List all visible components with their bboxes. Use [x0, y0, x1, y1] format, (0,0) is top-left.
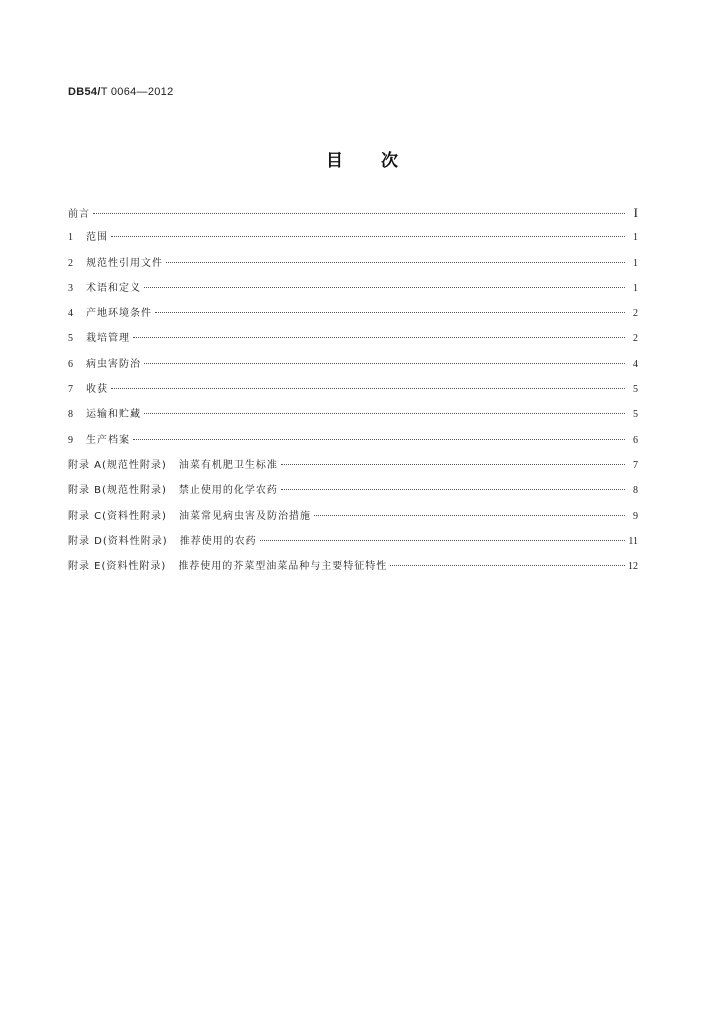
- toc-entry[interactable]: [68, 529, 638, 554]
- toc-leader-dots: [314, 515, 625, 516]
- toc-entry-page: 5: [633, 384, 638, 396]
- toc-entry-label: 病虫害防治: [86, 358, 141, 370]
- toc-entry-page: 2: [633, 308, 638, 320]
- toc-entry[interactable]: [68, 225, 638, 250]
- toc-entry[interactable]: [68, 377, 638, 402]
- toc-entry-number: 6: [68, 358, 73, 370]
- toc-entry-number: 5: [68, 333, 73, 345]
- toc-entry[interactable]: [68, 200, 638, 225]
- toc-entry-number: 1: [68, 232, 73, 244]
- toc-entry-number: 3: [68, 282, 73, 294]
- toc-entry-page: 1: [633, 232, 638, 244]
- toc-leader-dots: [155, 312, 625, 313]
- toc-entry-label: 规范性引用文件: [86, 257, 163, 269]
- toc-entry[interactable]: [68, 504, 638, 529]
- toc-entry-label: 运输和贮藏: [86, 409, 141, 421]
- toc-entry-page: 1: [633, 282, 638, 294]
- toc-leader-dots: [144, 413, 625, 414]
- toc-entry-number: 8: [68, 409, 73, 421]
- toc-leader-dots: [166, 262, 625, 263]
- toc-leader-dots: [111, 236, 625, 237]
- document-code-prefix: DB54/: [68, 86, 101, 98]
- toc-entry-number: 2: [68, 257, 73, 269]
- toc-leader-dots: [133, 439, 625, 440]
- toc-entry-label: 产地环境条件: [86, 308, 152, 320]
- toc-entry-appendix: 附录 A(规范性附录): [68, 459, 167, 471]
- toc-entry-appendix: 附录 E(资料性附录): [68, 561, 167, 573]
- toc-entry-page: 5: [633, 409, 638, 421]
- toc-entry-number: 4: [68, 308, 73, 320]
- toc-entry-page: 8: [633, 485, 638, 497]
- toc-entry[interactable]: [68, 453, 638, 478]
- document-code-number: T 0064—2012: [100, 86, 174, 98]
- toc-entry[interactable]: [68, 251, 638, 276]
- document-code: [68, 86, 174, 98]
- toc-entry-page: 2: [633, 333, 638, 345]
- toc-entry-appendix: 附录 C(资料性附录): [68, 510, 167, 522]
- toc-entry-label: 推荐使用的农药: [179, 535, 257, 547]
- toc-entry[interactable]: [68, 402, 638, 427]
- toc-entry-appendix: 附录 D(资料性附录): [68, 535, 168, 547]
- table-of-contents: [68, 200, 638, 579]
- toc-entry[interactable]: [68, 428, 638, 453]
- toc-entry-page: 11: [628, 535, 638, 547]
- toc-entry-page: 9: [633, 510, 638, 522]
- toc-entry[interactable]: [68, 554, 638, 579]
- toc-entry[interactable]: [68, 326, 638, 351]
- toc-leader-dots: [144, 287, 625, 288]
- toc-entry[interactable]: [68, 276, 638, 301]
- toc-entry-label: 前言: [68, 209, 90, 220]
- toc-entry-label: 术语和定义: [86, 282, 141, 294]
- toc-entry-label: 推荐使用的芥菜型油菜品种与主要特征特性: [178, 561, 388, 573]
- toc-leader-dots: [260, 540, 625, 541]
- toc-leader-dots: [144, 363, 625, 364]
- toc-leader-dots: [111, 388, 625, 389]
- toc-entry-page: 1: [633, 257, 638, 269]
- toc-entry-number: 7: [68, 384, 73, 396]
- toc-entry[interactable]: [68, 301, 638, 326]
- toc-entry-appendix: 附录 B(规范性附录): [68, 485, 167, 497]
- page-title: 目次: [326, 151, 436, 171]
- toc-entry-page: 6: [633, 434, 638, 446]
- toc-entry-label: 范围: [86, 232, 108, 244]
- toc-leader-dots: [390, 565, 625, 566]
- toc-entry-label: 收获: [86, 384, 108, 396]
- toc-entry-label: 油菜有机肥卫生标准: [178, 459, 278, 471]
- toc-leader-dots: [133, 337, 625, 338]
- toc-entry-page: 7: [633, 459, 638, 471]
- toc-entry-page: 4: [633, 358, 638, 370]
- toc-entry[interactable]: [68, 478, 638, 503]
- toc-entry-number: 9: [68, 434, 73, 446]
- toc-entry-label: 禁止使用的化学农药: [178, 485, 278, 497]
- toc-entry-label: 生产档案: [86, 434, 130, 446]
- toc-leader-dots: [281, 464, 625, 465]
- toc-entry-page: I: [633, 205, 638, 220]
- toc-entry-label: 油菜常见病虫害及防治措施: [178, 510, 311, 522]
- toc-entry-label: 栽培管理: [86, 333, 130, 345]
- toc-entry-page: 12: [628, 561, 638, 573]
- toc-leader-dots: [93, 213, 625, 214]
- toc-entry[interactable]: [68, 352, 638, 377]
- toc-leader-dots: [281, 489, 625, 490]
